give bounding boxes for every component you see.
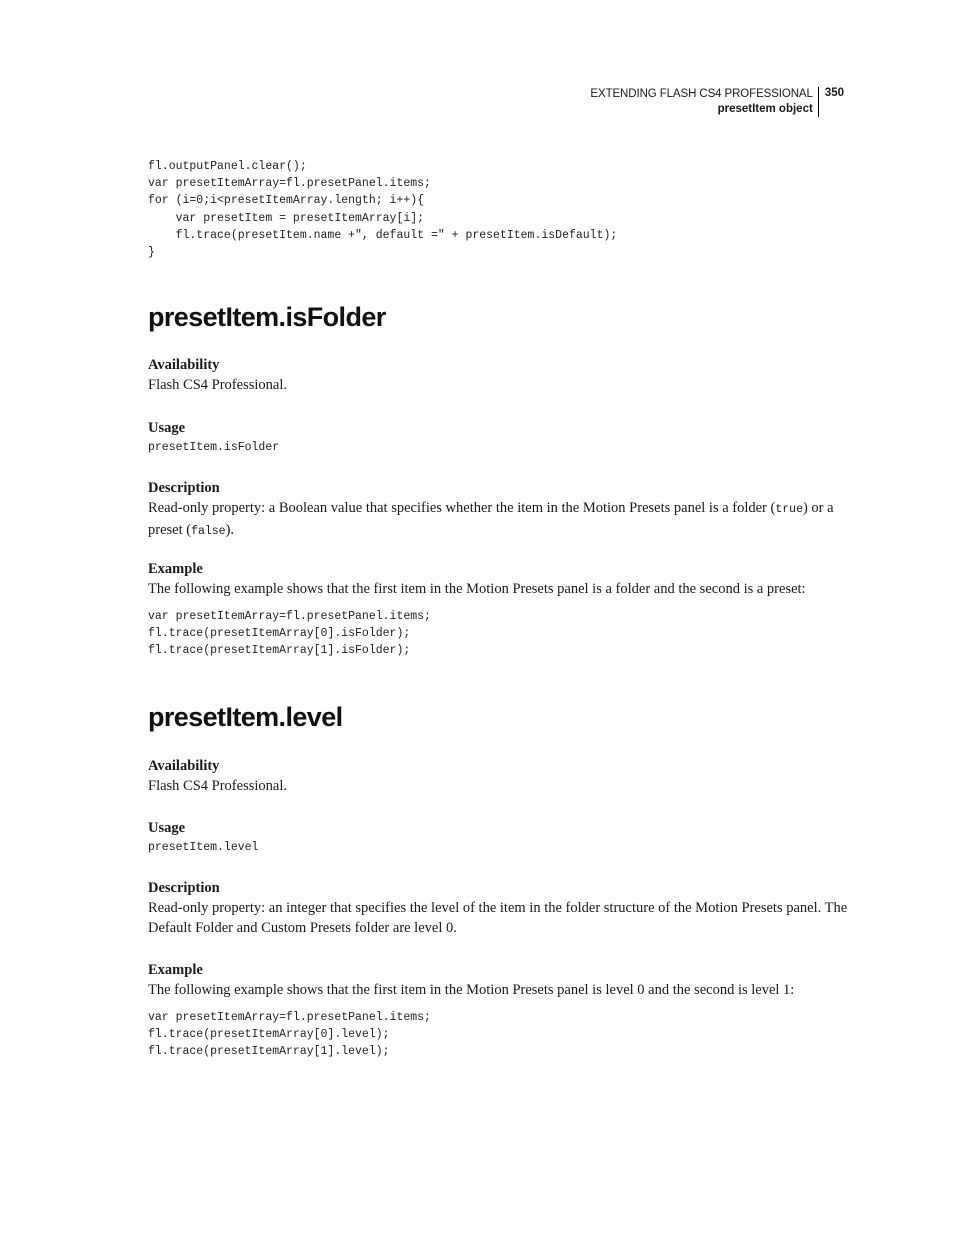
example-text: The following example shows that the first item in the Motion Presets panel is a folder and the second is a preset: bbox=[148, 581, 806, 597]
isfolder-usage bbox=[148, 419, 848, 456]
example-heading: Example bbox=[148, 962, 203, 978]
description-text bbox=[148, 498, 848, 542]
availability-heading: Availability bbox=[148, 758, 220, 774]
description-part2: ) or a preset ( bbox=[148, 500, 834, 538]
usage-code: presetItem.isFolder bbox=[148, 441, 280, 454]
example-heading: Example bbox=[148, 561, 203, 577]
usage-code: presetItem.level bbox=[148, 841, 259, 854]
description-part1: Read-only property: a Boolean value that specifies whether the item in the Motion Presets panel is a folder ( bbox=[148, 500, 776, 516]
example-text: The following example shows that the first item in the Motion Presets panel is level 0 and the second is level 1: bbox=[148, 982, 795, 998]
description-part3: ). bbox=[225, 522, 235, 538]
isfolder-availability bbox=[148, 356, 848, 395]
section-title-level: presetItem.level bbox=[148, 702, 343, 732]
section-level bbox=[148, 702, 848, 733]
top-code-section bbox=[148, 158, 848, 261]
availability-text: Flash CS4 Professional. bbox=[148, 377, 287, 393]
header-title: EXTENDING FLASH CS4 PROFESSIONAL bbox=[590, 88, 813, 100]
header-subtitle: presetItem object bbox=[717, 103, 813, 115]
description-heading: Description bbox=[148, 480, 220, 496]
description-heading: Description bbox=[148, 880, 220, 896]
section-title-isfolder: presetItem.isFolder bbox=[148, 302, 386, 332]
availability-heading: Availability bbox=[148, 357, 220, 373]
usage-heading: Usage bbox=[148, 820, 186, 836]
level-availability bbox=[148, 757, 848, 796]
top-code-block: fl.outputPanel.clear(); var presetItemArray=fl.presetPanel.items; for (i=0;i<presetItemArray.length; i++){ var presetItem = presetItemArray[i]; fl.trace(presetItem.name +", default =" + presetItem.isDefault); } bbox=[148, 160, 618, 260]
usage-heading: Usage bbox=[148, 420, 186, 436]
level-usage bbox=[148, 819, 848, 856]
availability-text: Flash CS4 Professional. bbox=[148, 778, 287, 794]
description-text: Read-only property: an integer that specifies the level of the item in the folder structure of the Motion Presets panel. The Default Folder and Custom Presets folder are level 0. bbox=[148, 900, 848, 936]
description-code-false: false bbox=[191, 525, 226, 538]
level-description bbox=[148, 879, 848, 938]
example-code: var presetItemArray=fl.presetPanel.items; fl.trace(presetItemArray[0].isFolder); fl.trace(presetItemArray[1].isFolder); bbox=[148, 610, 431, 658]
isfolder-description bbox=[148, 479, 848, 542]
section-isfolder bbox=[148, 302, 848, 333]
description-code-true: true bbox=[775, 503, 803, 516]
example-code: var presetItemArray=fl.presetPanel.items; fl.trace(presetItemArray[0].level); fl.trace(presetItemArray[1].level); bbox=[148, 1011, 431, 1059]
page-number: 350 bbox=[824, 87, 844, 99]
header-text-block bbox=[590, 87, 818, 117]
level-example bbox=[148, 961, 848, 1061]
running-header bbox=[590, 87, 844, 117]
isfolder-example bbox=[148, 560, 848, 660]
